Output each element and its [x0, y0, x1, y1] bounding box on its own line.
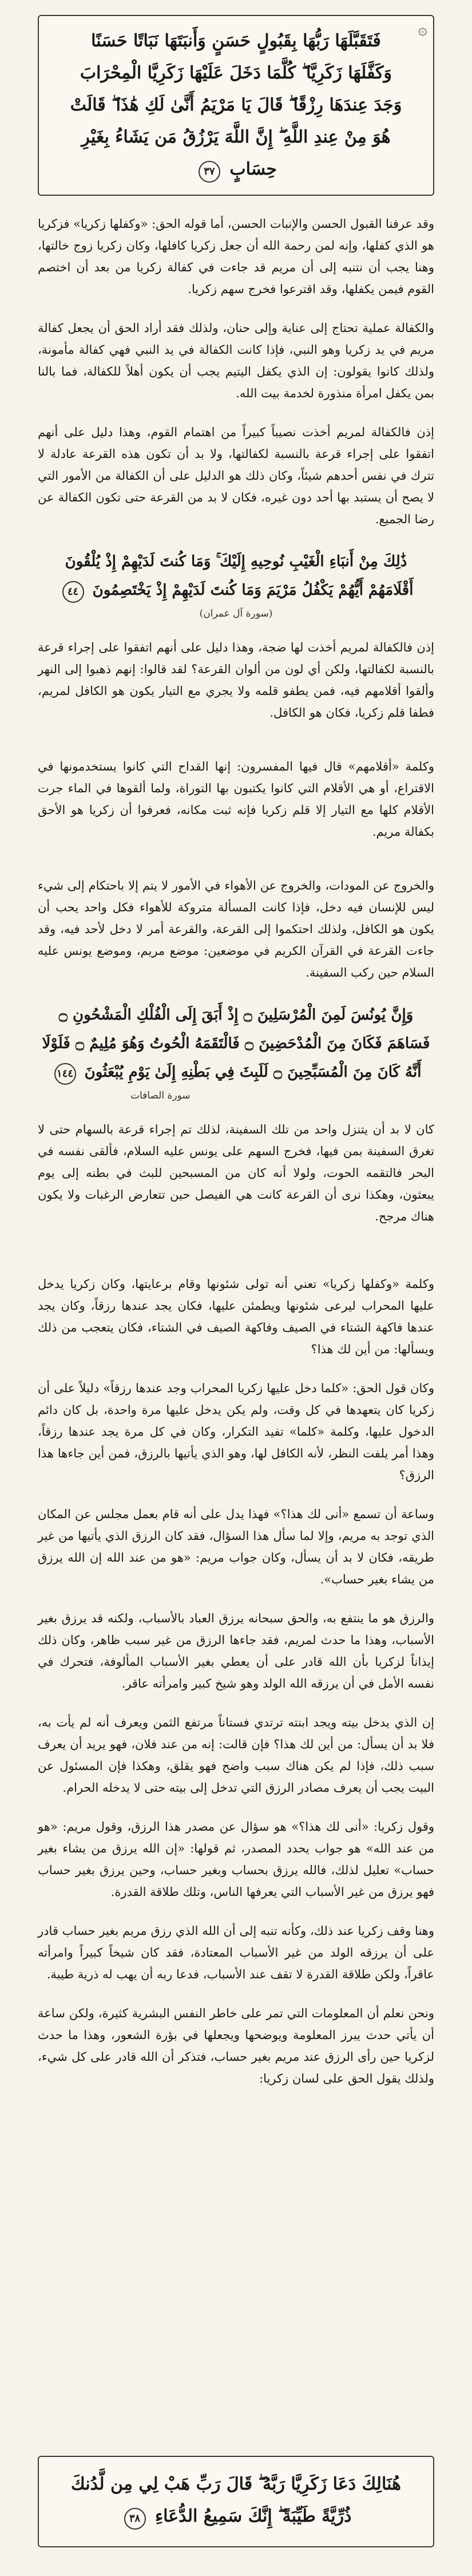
paragraph: ونحن نعلم أن المعلومات التي تمر على خاطر النفس البشرية كثيرة، ولكن ساعة أن يأتي حدث يبرز المعلومة ويوضحها ويجعلها في بؤرة الشعور، وهذا ما حدث لزكريا حين رأى الرزق عند مريم بغير حساب، فتذكر أن الله قادر على كل شيء، ولذلك يقول الحق على لسان زكريا:: [38, 2006, 434, 2085]
paragraph: كان لا بد أن يتنزل واحد من تلك السفينة، لذلك تم إجراء قرعة بالسهام حتى لا تغرق السفينة بمن فيها، فخرج السهم على يونس عليه السلام، فألقى نفسه في البحر فالتقمه الحوت، ولولا أنه كان من المسبحين للبث في بطنه إلى يوم يبعثون، وهكذا نرى أن القرعة كانت هي الفيصل حين تتعارض الرغبات ولا يكون هناك مرجح.: [38, 1123, 434, 1223]
paragraph: وكلمة «وكفلها زكريا» تعني أنه تولى شئونها وقام برعايتها، وكان زكريا يدخل عليها المحراب ليرعى شئونها ويطمئن عليها، فكان يجد عندها رزقاً، وكان يجد عندها فاكهة الشتاء في الصيف وفاكهة الصيف في الشتاء، فكان يتعجب من ذلك ويسألها: من أين لك هذا؟: [38, 1277, 434, 1356]
quote-text: ذَٰلِكَ مِنْ أَنبَاءِ الْغَيْبِ نُوحِيهِ إِلَيْكَ ۚ وَمَا كُنتَ لَدَيْهِمْ إِذْ يُلْقُونَ أَقْلَامَهُمْ أَيُّهُمْ يَكْفُلُ مَرْيَمَ وَمَا كُنتَ لَدَيْهِمْ إِذْ يَخْتَصِمُونَ: [65, 553, 414, 599]
paragraph: وهنا وقف زكريا عند ذلك، وكأنه تنبه إلى أن الله الذي رزق مريم بغير حساب قادر على أن يرزقه الولد من غير الأسباب المعتادة، فقد كان شيخاً كبيراً وامرأته عاقراً، ولكن طلاقة القدرة لا تقف عند الأسباب، فدعا ربه أن يهب له ذرية طيبة.: [38, 1924, 434, 1981]
top-verse-box: [38, 15, 434, 196]
footer-verse-text: [71, 2468, 401, 2532]
ayah-number: ٤٤: [62, 581, 84, 603]
paragraph: وقد عرفنا القبول الحسن والإنبات الحسن، أما قوله الحق: «وكفلها زكريا» فزكريا هو الذي كفلها، وإنه لمن رحمة الله أن جعل زكريا كافلها، وكان زكريا زوج خالتها، وهنا يجب أن نتنبه إلى أن مريم قد جاءت في كفالة زكريا من بعد أن اختصم القوم فيمن يكفلها، وقد اقترعوا فخرج سهم زكريا.: [38, 217, 434, 296]
top-verse-text: [66, 25, 406, 185]
paragraph: إذن فالكفالة لمريم أخذت لها ضجة، وهذا دليل على أنهم اتفقوا على إجراء قرعة بالنسبة لكفالتها، ولكن أي لون من ألوان القرعة؟ لقد قالوا: إنهم ذهبوا إلى النهر وألقوا أقلامهم فيه، فمن يطفو قلمه ولا يجري مع التيار يكون هو الكافل لمريم، فطفا قلم زكريا، فكان هو الكافل.: [38, 641, 434, 720]
quote-source: (سورة آل عمران): [199, 608, 273, 619]
quote-source: سورة الصافات: [130, 1090, 191, 1101]
paragraph: وكلمة «أقلامهم» قال فيها المفسرون: إنها القداح التي كانوا يستخدمونها في الاقتراع، أو هي الأقلام التي كانوا يكتبون بها التوراة، ولما ألقوها في الماء جرت الأقلام كلها مع التيار إلا قلم زكريا فإنه ثبت مكانه، فعرفوا أن زكريا هو الأحق بكفالة مريم.: [38, 760, 434, 839]
ornament-icon: ۞: [418, 19, 427, 38]
paragraph: والخروج عن المودات، والخروج عن الأهواء في الأمور لا يتم إلا باحتكام إلى شيء ليس للإنسان فيه دخل، فإذا كانت المسألة متروكة للأهواء فكل واحد يحب أن يكون هو الكافل، ولذلك احتكموا إلى القرعة، والقرعة أمر لا دخل لأحد فيه، وقد جاءت القرعة في القرآن الكريم في موضعين: موضع مريم، وموضع يونس عليه السلام حين ركب السفينة.: [38, 879, 434, 979]
ayah-number: ٣٧: [199, 161, 220, 183]
paragraph: والكفالة عملية تحتاج إلى عناية وإلى حنان، ولذلك فقد أراد الحق أن يجعل كفالة مريم في يد زكريا وهو النبي، فإذا كانت الكفالة في يد النبي فهي كفالة مأمونة، ولذلك كانوا يقولون: إن الذي يكفل اليتيم يجب أن يكون أهلاً للكفالة، فما بالنا بمن يكفل امرأة منذورة لخدمة بيت الله.: [38, 321, 434, 400]
footer-verse-words: هُنَالِكَ دَعَا زَكَرِيَّا رَبَّهُ ۖ قَالَ رَبِّ هَبْ لِي مِن لَّدُنكَ ذُرِّيَّةً طَيِّبَةً ۖ إِنَّكَ سَمِيعُ الدُّعَاءِ: [71, 2474, 401, 2526]
paragraph: والرزق هو ما ينتفع به، والحق سبحانه يرزق العباد بالأسباب، ولكنه قد يرزق بغير الأسباب، وهذا ما حدث لمريم، فقد جاءها الرزق من غير سبب ظاهر، وكان ذلك إيذاناً لزكريا بأن الله قادر على أن يعطي بغير الأسباب المألوفة، فتحرك في نفسه الأمل في أن يرزقه الله الولد وهو شيخ كبير وامرأته عاقر.: [38, 1611, 434, 1690]
paragraph: وكان قول الحق: «كلما دخل عليها زكريا المحراب وجد عندها رزقاً» دليلاً على أن زكريا كان يتعهدها في كل وقت، ولم يكن يدخل عليها مرة واحدة، بل كان دائم الدخول عليها، وكلمة «كلما» تفيد التكرار، وكان في كل مرة يجد عندها رزقاً، وهذا أمر يلفت النظر، لأنه الكافل لها، وهو الذي يأتيها بالرزق، فمن أين جاءها هذا الرزق؟: [38, 1381, 434, 1482]
footer-verse-box: [38, 2456, 434, 2547]
ayah-number: ١٤٤: [54, 1063, 76, 1085]
quran-quote: [40, 1001, 432, 1086]
ayah-number: ٣٨: [124, 2508, 146, 2530]
quote-text: وَإِنَّ يُونُسَ لَمِنَ الْمُرْسَلِينَ ۝ إِذْ أَبَقَ إِلَى الْفُلْكِ الْمَشْحُونِ ۝ فَسَاهَمَ فَكَانَ مِنَ الْمُدْحَضِينَ ۝ فَالْتَقَمَهُ الْحُوتُ وَهُوَ مُلِيمٌ ۝ فَلَوْلَا أَنَّهُ كَانَ مِنَ الْمُسَبِّحِينَ ۝ لَلَبِثَ فِي بَطْنِهِ إِلَىٰ يَوْمِ يُبْعَثُونَ: [42, 1006, 430, 1081]
quran-quote: [40, 547, 432, 605]
paragraph: إذن فالكفالة لمريم أخذت نصيباً كبيراً من اهتمام القوم، وهذا دليل على أنهم اتفقوا على إجراء قرعة بالنسبة لكفالتها، ولا بد أن تكون هذه القرعة عادلة لا تترك في نفس أحدهم شيئاً، وكان ذلك هو الدليل على أن الكفالة من الأمور التي لا يصح أن يستبد بها أحد دون غيره، فكان لا بد من القرعة حتى تكون الكفالة عن رضا الجميع.: [38, 425, 434, 526]
top-verse-words: فَتَقَبَّلَهَا رَبُّهَا بِقَبُولٍ حَسَنٍ وَأَنبَتَهَا نَبَاتًا حَسَنًا وَكَفَّلَهَا زَكَرِيَّا ۖ كُلَّمَا دَخَلَ عَلَيْهَا زَكَرِيَّا الْمِحْرَابَ وَجَدَ عِندَهَا رِزْقًا ۖ قَالَ يَا مَرْيَمُ أَنَّىٰ لَكِ هَٰذَا ۖ قَالَتْ هُوَ مِنْ عِندِ اللَّهِ ۖ إِنَّ اللَّهَ يَرْزُقُ مَن يَشَاءُ بِغَيْرِ حِسَابٍ: [70, 31, 402, 179]
paragraph: إن الذي يدخل بيته ويجد ابنته ترتدي فستاناً مرتفع الثمن ويعرف أنه لم يأت به، فلا بد أن يسأل: من أين لك هذا؟ فإن قالت: إنه من عند فلان، فهو يريد أن يعرف سبب ذلك، فإذا لم يكن هناك سبب واضح فهو يقلق، وهكذا فإن المسئول عن البيت يجب أن يعرف مصادر الرزق التي تدخل إلى بيته حتى لا يدخله الحرام.: [38, 1716, 434, 1795]
paragraph: وقول زكريا: «أنى لك هذا؟» هو سؤال عن مصدر هذا الرزق، وقول مريم: «هو من عند الله» هو جواب يحدد المصدر، ثم قولها: «إن الله يرزق من يشاء بغير حساب» تعليل لذلك، فالله يرزق بحساب وبغير حساب، وحين يرزق بغير حساب فهو يرزق من غير الأسباب التي يعرفها الناس، وتلك طلاقة القدرة.: [38, 1820, 434, 1899]
paragraph: وساعة أن تسمع «أنى لك هذا؟» فهذا يدل على أنه قام بعمل مجلس عن المكان الذي توجد به مريم، وإلا لما سأل هذا السؤال، فقد كان الرزق الذي يأتيها من غير طريقه، فكان لا بد أن يسأل، وكان جواب مريم: «هو من عند الله إن الله يرزق من يشاء بغير حساب».: [38, 1507, 434, 1586]
